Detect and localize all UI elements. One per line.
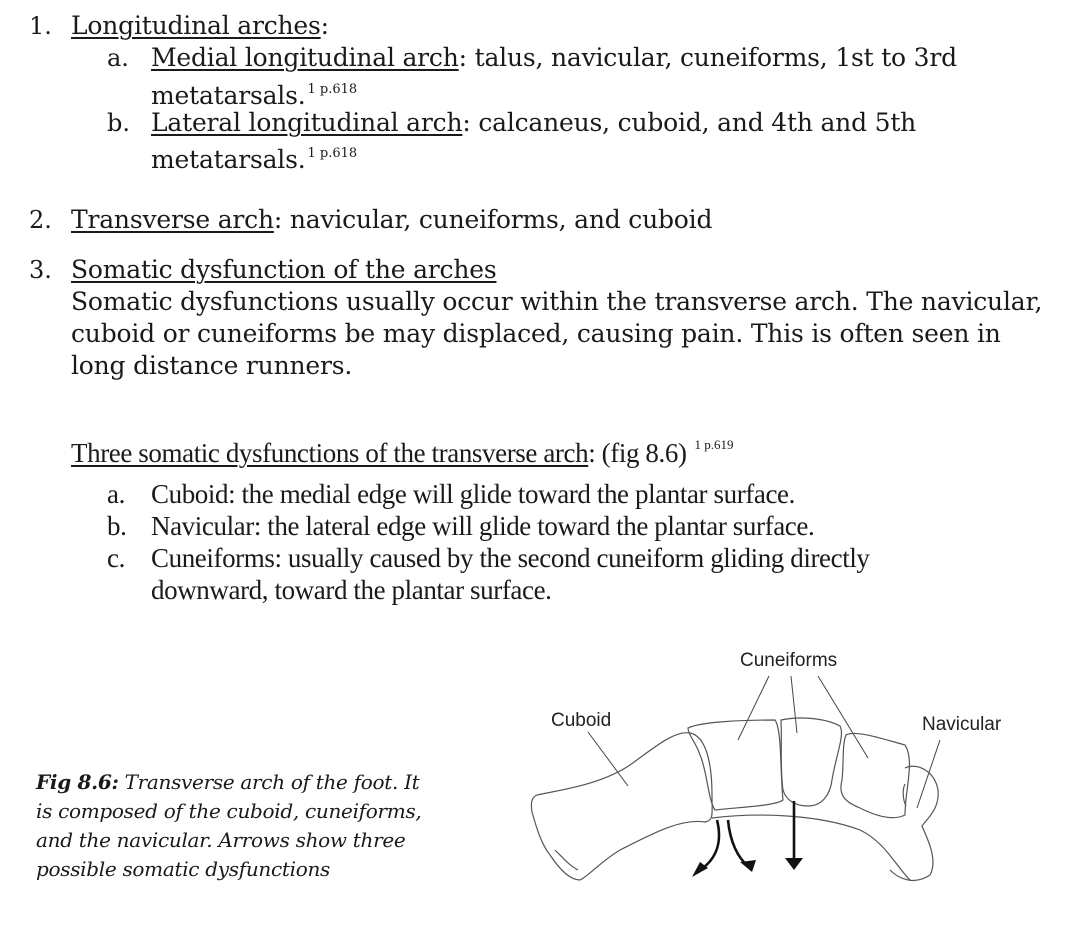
paragraph-line: Somatic dysfunctions usually occur within the transverse arch. The navicular, (71, 287, 1043, 316)
sub-letter: b. (107, 109, 130, 137)
caption-line: is composed of the cuboid, cuneiforms, (36, 799, 422, 823)
reference-superscript: 1 p.619 (694, 437, 734, 452)
transverse-arch-line (71, 204, 712, 236)
medial-arch-line (151, 42, 957, 74)
navicular-glide-arrow (728, 820, 748, 866)
lateral-cuneiform-bone (688, 720, 783, 810)
dysfunction-cuboid: Cuboid: the medial edge will glide toward the plantar surface. (151, 479, 795, 509)
arrow-head (740, 860, 756, 872)
list-number: 2. (29, 206, 52, 234)
label-cuboid: Cuboid (551, 710, 612, 731)
leader-line-cuneiform-2 (791, 676, 797, 733)
caption-text: Transverse arch of the foot. It (118, 770, 420, 794)
somatic-dysfunction-heading (71, 254, 496, 286)
dysfunction-cuneiforms: Cuneiforms: usually caused by the second cuneiform gliding directly (151, 543, 870, 573)
reference-superscript: 1 p.618 (307, 146, 358, 161)
medial-arch-text2: metatarsals. (151, 81, 306, 110)
lateral-arch-line (151, 107, 916, 139)
figure-caption (36, 768, 466, 884)
list-number: 1. (29, 12, 52, 40)
plantar-arch-contour (712, 815, 910, 880)
lateral-arch-text: : calcaneus, cuboid, and 4th and 5th (462, 108, 917, 137)
label-cuneiforms: Cuneiforms (740, 650, 838, 671)
medial-cuneiform-bone (841, 733, 910, 817)
paragraph-line: cuboid or cuneiforms be may displaced, causing pain. This is often seen in (71, 319, 1001, 348)
sub-letter: a. (107, 44, 129, 72)
leader-line-cuneiform-1 (738, 676, 769, 740)
heading-colon: : (320, 11, 329, 40)
subheading-term: Three somatic dysfunctions of the transverse arch (71, 438, 589, 468)
sub-letter: a. (107, 479, 125, 509)
cuboid-glide-arrow (700, 820, 719, 870)
medial-arch-text: : talus, navicular, cuneiforms, 1st to 3rd (458, 43, 957, 72)
dysfunction-cuneiforms-line2: downward, toward the plantar surface. (151, 575, 552, 605)
medial-arch-term: Medial longitudinal arch (151, 43, 459, 72)
lateral-arch-term: Lateral longitudinal arch (151, 108, 463, 137)
list-number: 3. (29, 256, 52, 284)
intermediate-cuneiform-bone (781, 718, 841, 806)
sub-letter: b. (107, 511, 127, 541)
heading-term: Longitudinal arches (71, 11, 321, 40)
reference-superscript: 1 p.618 (307, 82, 358, 97)
subheading-text: : (fig 8.6) (588, 438, 687, 468)
three-dysfunctions-heading (71, 429, 734, 469)
leader-line-cuneiform-3 (818, 676, 868, 758)
lateral-arch-text2: metatarsals. (151, 145, 306, 174)
caption-label: Fig 8.6: (36, 770, 119, 794)
leader-line-navicular (917, 740, 940, 808)
arrow-head (785, 858, 803, 870)
caption-line: and the navicular. Arrows show three (36, 828, 406, 852)
navicular-bone (890, 766, 938, 880)
caption-line: possible somatic dysfunctions (36, 857, 330, 881)
heading-term: Somatic dysfunction of the arches (71, 255, 497, 284)
caption-line (36, 768, 466, 797)
cuboid-bone (531, 733, 712, 880)
sub-letter: c. (107, 543, 125, 573)
lateral-arch-line2 (151, 138, 357, 176)
transverse-arch-illustration (520, 640, 1020, 890)
transverse-arch-text: : navicular, cuneiforms, and cuboid (273, 205, 713, 234)
dysfunction-navicular: Navicular: the lateral edge will glide toward the plantar surface. (151, 511, 815, 541)
transverse-arch-term: Transverse arch (71, 205, 274, 234)
label-navicular: Navicular (922, 714, 1002, 735)
leader-line-cuboid (588, 732, 628, 786)
paragraph-line: long distance runners. (71, 351, 353, 380)
heading-longitudinal-arches (71, 10, 329, 42)
